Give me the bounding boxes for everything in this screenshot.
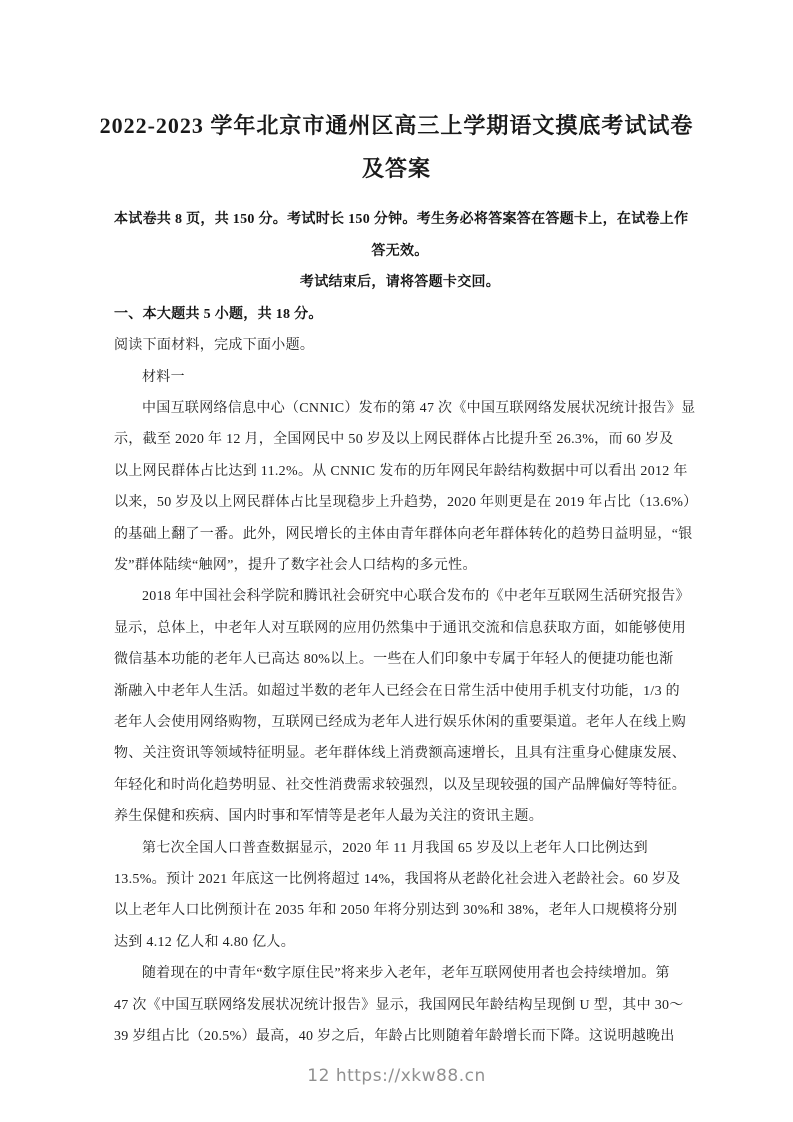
text-line: 达到 4.12 亿人和 4.80 亿人。 xyxy=(114,934,295,950)
text-line: 的基础上翻了一番。此外，网民增长的主体由青年群体向老年群体转化的趋势日益明显，“银 xyxy=(114,526,693,542)
text-line: 随着现在的中青年“数字原住民”将来步入老年，老年互联网使用者也会持续增加。第 xyxy=(142,966,670,982)
text-line: 39 岁组占比（20.5%）最高，40 岁之后，年龄占比则随着年龄增长而下降。这说明越晚出 xyxy=(114,1029,675,1045)
text-line: 答无效。 xyxy=(371,243,429,259)
text-line: 以上老年人口比例预计在 2035 年和 2050 年将分别达到 30%和 38%，老年人口规模将分别 xyxy=(114,903,678,919)
text-line: 考试结束后，请将答题卡交回。 xyxy=(299,275,501,291)
text-line: 示，截至 2020 年 12 月，全国网民中 50 岁及以上网民群体占比提升至 26.3%，而 60 岁及 xyxy=(114,432,674,448)
page-title-line2: 及答案 xyxy=(361,155,431,181)
text-line: 一、本大题共 5 小题，共 18 分。 xyxy=(114,306,323,322)
text-line: 2018 年中国社会科学院和腾讯社会研究中心联合发布的《中老年互联网生活研究报告》 xyxy=(142,589,690,605)
text-line: 以来，50 岁及以上网民群体占比呈现稳步上升趋势，2020 年则更是在 2019 年占比（13.6%） xyxy=(114,495,698,511)
page-title-line1: 2022-2023 学年北京市通州区高三上学期语文摸底考试试卷 xyxy=(99,112,694,138)
page-title xyxy=(0,15,793,190)
document-body xyxy=(114,204,698,1052)
text-line: 本试卷共 8 页，共 150 分。考试时长 150 分钟。考生务必将答案答在答题卡上，在试卷上作 xyxy=(114,212,689,228)
text-line: 材料一 xyxy=(142,369,185,385)
footer-site-url: https://xkw88.cn xyxy=(335,1066,486,1086)
footer-page-number: 12 xyxy=(307,1066,330,1086)
text-line: 47 次《中国互联网络发展状况统计报告》显示，我国网民年龄结构呈现倒 U 型，其中 30～ xyxy=(114,997,684,1013)
text-line: 微信基本功能的老年人已高达 80%以上。一些在人们印象中专属于年轻人的便捷功能也渐 xyxy=(114,652,674,668)
text-line: 发”群体陆续“触网”，提升了数字社会人口结构的多元性。 xyxy=(114,557,477,573)
text-line: 显示，总体上，中老年人对互联网的应用仍然集中于通讯交流和信息获取方面，如能够使用 xyxy=(114,620,686,636)
text-line: 以上网民群体占比达到 11.2%。从 CNNIC 发布的历年网民年龄结构数据中可以看出 2012 年 xyxy=(114,463,688,479)
text-line: 物、关注资讯等领域特征明显。老年群体线上消费额高速增长，且具有注重身心健康发展、 xyxy=(114,746,686,762)
text-line: 阅读下面材料，完成下面小题。 xyxy=(114,338,315,354)
text-line: 养生保健和疾病、国内时事和军情等是老年人最为关注的资讯主题。 xyxy=(114,809,543,825)
page-footer xyxy=(0,1066,793,1086)
text-line: 13.5%。预计 2021 年底这一比例将超过 14%，我国将从老龄化社会进入老龄社会。60 岁及 xyxy=(114,872,681,887)
text-line: 中国互联网络信息中心（CNNIC）发布的第 47 次《中国互联网络发展状况统计报告》显 xyxy=(142,400,696,416)
text-line: 老年人会使用网络购物，互联网已经成为老年人进行娱乐休闲的重要渠道。老年人在线上购 xyxy=(114,714,686,730)
text-line: 第七次全国人口普查数据显示，2020 年 11 月我国 65 岁及以上老年人口比例达到 xyxy=(142,840,648,856)
text-line: 渐融入中老年人生活。如超过半数的老年人已经会在日常生活中使用手机支付功能，1/3 的 xyxy=(114,683,680,699)
text-line: 年轻化和时尚化趋势明显、社交性消费需求较强烈，以及呈现较强的国产品牌偏好等特征。 xyxy=(114,777,686,793)
